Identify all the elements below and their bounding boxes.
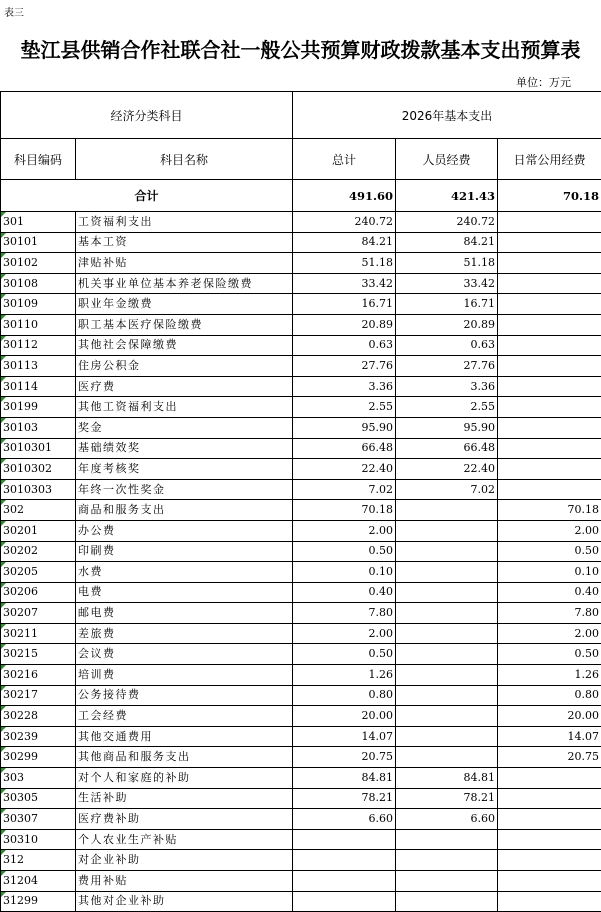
row-personnel: 66.48 [396, 438, 498, 459]
row-public: 0.40 [498, 582, 601, 603]
table-row [1, 541, 601, 562]
row-code: 31299 [1, 891, 76, 912]
row-public: 20.00 [498, 706, 601, 727]
row-personnel: 2.55 [396, 397, 498, 418]
page-title: 垫江县供销合作社联合社一般公共预算财政拨款基本支出预算表 [20, 38, 581, 62]
row-public: 0.50 [498, 541, 601, 562]
row-code: 30217 [1, 685, 76, 706]
row-name: 医疗费 [76, 376, 293, 397]
row-personnel: 16.71 [396, 294, 498, 315]
row-total: 3.36 [293, 376, 396, 397]
row-public [498, 479, 601, 500]
row-public [498, 335, 601, 356]
header-total: 总计 [293, 139, 396, 180]
row-name: 其他工资福利支出 [76, 397, 293, 418]
row-public: 1.26 [498, 665, 601, 686]
row-total: 20.89 [293, 314, 396, 335]
row-name: 生活补助 [76, 788, 293, 809]
row-total [293, 871, 396, 892]
table-row [1, 871, 601, 892]
table-row [1, 768, 601, 789]
row-public [498, 212, 601, 233]
table-row [1, 829, 601, 850]
row-total: 6.60 [293, 809, 396, 830]
row-code: 31204 [1, 871, 76, 892]
row-total: 70.18 [293, 500, 396, 521]
row-total: 27.76 [293, 356, 396, 377]
row-total: 0.50 [293, 644, 396, 665]
row-code: 30102 [1, 253, 76, 274]
row-public [498, 232, 601, 253]
table-row [1, 623, 601, 644]
row-name: 工会经费 [76, 706, 293, 727]
row-name: 工资福利支出 [76, 212, 293, 233]
table-row [1, 417, 601, 438]
row-total [293, 891, 396, 912]
row-total: 0.63 [293, 335, 396, 356]
row-personnel: 6.60 [396, 809, 498, 830]
row-personnel: 27.76 [396, 356, 498, 377]
row-personnel: 240.72 [396, 212, 498, 233]
table-row [1, 273, 601, 294]
row-personnel [396, 644, 498, 665]
row-total: 20.75 [293, 747, 396, 768]
row-code: 30211 [1, 623, 76, 644]
row-public [498, 809, 601, 830]
row-code: 312 [1, 850, 76, 871]
row-public [498, 829, 601, 850]
row-code: 30112 [1, 335, 76, 356]
row-public: 0.50 [498, 644, 601, 665]
row-name: 印刷费 [76, 541, 293, 562]
row-personnel: 84.81 [396, 768, 498, 789]
row-code: 30202 [1, 541, 76, 562]
row-total: 2.55 [293, 397, 396, 418]
row-name: 机关事业单位基本养老保险缴费 [76, 273, 293, 294]
row-name: 会议费 [76, 644, 293, 665]
row-personnel [396, 706, 498, 727]
table-row [1, 212, 601, 233]
row-code: 30239 [1, 726, 76, 747]
row-public [498, 294, 601, 315]
row-total [293, 829, 396, 850]
row-code: 30206 [1, 582, 76, 603]
row-public: 0.10 [498, 562, 601, 583]
row-name: 水费 [76, 562, 293, 583]
totals-label: 合计 [1, 180, 293, 212]
table-row [1, 253, 601, 274]
row-personnel [396, 665, 498, 686]
row-total [293, 850, 396, 871]
row-total: 95.90 [293, 417, 396, 438]
row-total: 51.18 [293, 253, 396, 274]
row-personnel [396, 829, 498, 850]
row-public [498, 356, 601, 377]
row-name: 基本工资 [76, 232, 293, 253]
row-public [498, 417, 601, 438]
row-personnel [396, 582, 498, 603]
row-total: 0.50 [293, 541, 396, 562]
row-code: 30110 [1, 314, 76, 335]
totals-row [1, 180, 601, 212]
table-row [1, 294, 601, 315]
header-row-1 [1, 92, 601, 139]
table-row [1, 562, 601, 583]
table-row [1, 397, 601, 418]
row-personnel [396, 850, 498, 871]
row-public: 14.07 [498, 726, 601, 747]
row-name: 医疗费补助 [76, 809, 293, 830]
table-row [1, 479, 601, 500]
table-row [1, 665, 601, 686]
row-personnel [396, 562, 498, 583]
table-row [1, 685, 601, 706]
row-public: 7.80 [498, 603, 601, 624]
budget-table [0, 91, 601, 912]
row-total: 0.80 [293, 685, 396, 706]
row-personnel [396, 891, 498, 912]
table-row [1, 850, 601, 871]
header-econ-category: 经济分类科目 [1, 92, 293, 139]
table-row [1, 891, 601, 912]
row-total: 14.07 [293, 726, 396, 747]
table-row [1, 500, 601, 521]
table-row [1, 809, 601, 830]
row-code: 302 [1, 500, 76, 521]
row-code: 30307 [1, 809, 76, 830]
table-row [1, 644, 601, 665]
row-personnel: 7.02 [396, 479, 498, 500]
header-year-basic: 2026年基本支出 [293, 92, 601, 139]
header-code: 科目编码 [1, 139, 76, 180]
row-name: 费用补贴 [76, 871, 293, 892]
row-public [498, 871, 601, 892]
table-row [1, 706, 601, 727]
row-personnel: 95.90 [396, 417, 498, 438]
row-code: 30215 [1, 644, 76, 665]
row-public [498, 850, 601, 871]
row-name: 邮电费 [76, 603, 293, 624]
row-name: 对企业补助 [76, 850, 293, 871]
row-name: 津贴补贴 [76, 253, 293, 274]
row-name: 对个人和家庭的补助 [76, 768, 293, 789]
row-name: 年度考核奖 [76, 459, 293, 480]
row-public [498, 891, 601, 912]
row-name: 基础绩效奖 [76, 438, 293, 459]
row-public [498, 768, 601, 789]
table-row [1, 438, 601, 459]
row-personnel [396, 747, 498, 768]
row-personnel [396, 500, 498, 521]
row-total: 84.81 [293, 768, 396, 789]
row-personnel: 78.21 [396, 788, 498, 809]
unit-label: 单位：万元 [516, 76, 571, 89]
row-total: 78.21 [293, 788, 396, 809]
row-name: 住房公积金 [76, 356, 293, 377]
row-total: 66.48 [293, 438, 396, 459]
row-public: 2.00 [498, 623, 601, 644]
row-personnel [396, 520, 498, 541]
row-total: 22.40 [293, 459, 396, 480]
row-code: 30113 [1, 356, 76, 377]
table-row [1, 314, 601, 335]
row-total: 16.71 [293, 294, 396, 315]
row-total: 7.02 [293, 479, 396, 500]
row-total: 20.00 [293, 706, 396, 727]
row-name: 奖金 [76, 417, 293, 438]
row-public: 2.00 [498, 520, 601, 541]
row-public: 20.75 [498, 747, 601, 768]
row-total: 0.40 [293, 582, 396, 603]
row-code: 30201 [1, 520, 76, 541]
row-code: 301 [1, 212, 76, 233]
row-public [498, 273, 601, 294]
row-total: 2.00 [293, 623, 396, 644]
row-code: 30310 [1, 829, 76, 850]
row-name: 其他交通费用 [76, 726, 293, 747]
table-row [1, 376, 601, 397]
row-public [498, 314, 601, 335]
row-name: 办公费 [76, 520, 293, 541]
row-public [498, 253, 601, 274]
row-name: 其他对企业补助 [76, 891, 293, 912]
row-personnel: 0.63 [396, 335, 498, 356]
row-name: 培训费 [76, 665, 293, 686]
table-row [1, 747, 601, 768]
row-personnel: 51.18 [396, 253, 498, 274]
table-row [1, 603, 601, 624]
table-row [1, 356, 601, 377]
row-personnel [396, 726, 498, 747]
row-total: 240.72 [293, 212, 396, 233]
row-personnel: 33.42 [396, 273, 498, 294]
sheet-tag: 表三 [4, 8, 24, 19]
row-name: 其他社会保障缴费 [76, 335, 293, 356]
row-personnel: 20.89 [396, 314, 498, 335]
row-code: 30207 [1, 603, 76, 624]
header-row-2 [1, 139, 601, 180]
header-personnel: 人员经费 [396, 139, 498, 180]
row-code: 30101 [1, 232, 76, 253]
row-total: 1.26 [293, 665, 396, 686]
row-name: 商品和服务支出 [76, 500, 293, 521]
row-personnel: 22.40 [396, 459, 498, 480]
row-code: 30114 [1, 376, 76, 397]
row-code: 30199 [1, 397, 76, 418]
row-code: 30103 [1, 417, 76, 438]
table-row [1, 788, 601, 809]
row-personnel [396, 623, 498, 644]
row-total: 0.10 [293, 562, 396, 583]
table-row [1, 726, 601, 747]
table-row [1, 232, 601, 253]
table-row [1, 582, 601, 603]
row-code: 30216 [1, 665, 76, 686]
row-total: 84.21 [293, 232, 396, 253]
row-code: 30205 [1, 562, 76, 583]
row-name: 年终一次性奖金 [76, 479, 293, 500]
totals-total: 491.60 [293, 180, 396, 212]
header-name: 科目名称 [76, 139, 293, 180]
row-public [498, 459, 601, 480]
row-code: 3010301 [1, 438, 76, 459]
row-public: 0.80 [498, 685, 601, 706]
row-code: 30108 [1, 273, 76, 294]
row-total: 7.80 [293, 603, 396, 624]
row-code: 30299 [1, 747, 76, 768]
table-row [1, 459, 601, 480]
table-row [1, 335, 601, 356]
row-personnel [396, 685, 498, 706]
row-code: 30305 [1, 788, 76, 809]
row-name: 个人农业生产补贴 [76, 829, 293, 850]
row-personnel [396, 603, 498, 624]
row-name: 职工基本医疗保险缴费 [76, 314, 293, 335]
row-public [498, 788, 601, 809]
row-personnel: 3.36 [396, 376, 498, 397]
row-code: 30109 [1, 294, 76, 315]
row-personnel: 84.21 [396, 232, 498, 253]
row-code: 30228 [1, 706, 76, 727]
row-public [498, 376, 601, 397]
row-name: 电费 [76, 582, 293, 603]
row-total: 2.00 [293, 520, 396, 541]
totals-personnel: 421.43 [396, 180, 498, 212]
row-code: 3010303 [1, 479, 76, 500]
row-code: 3010302 [1, 459, 76, 480]
table-row [1, 520, 601, 541]
row-personnel [396, 541, 498, 562]
row-total: 33.42 [293, 273, 396, 294]
row-public: 70.18 [498, 500, 601, 521]
row-code: 303 [1, 768, 76, 789]
row-personnel [396, 871, 498, 892]
row-public [498, 397, 601, 418]
row-name: 差旅费 [76, 623, 293, 644]
row-name: 公务接待费 [76, 685, 293, 706]
totals-public: 70.18 [498, 180, 601, 212]
row-public [498, 438, 601, 459]
header-public: 日常公用经费 [498, 139, 601, 180]
row-name: 其他商品和服务支出 [76, 747, 293, 768]
row-name: 职业年金缴费 [76, 294, 293, 315]
